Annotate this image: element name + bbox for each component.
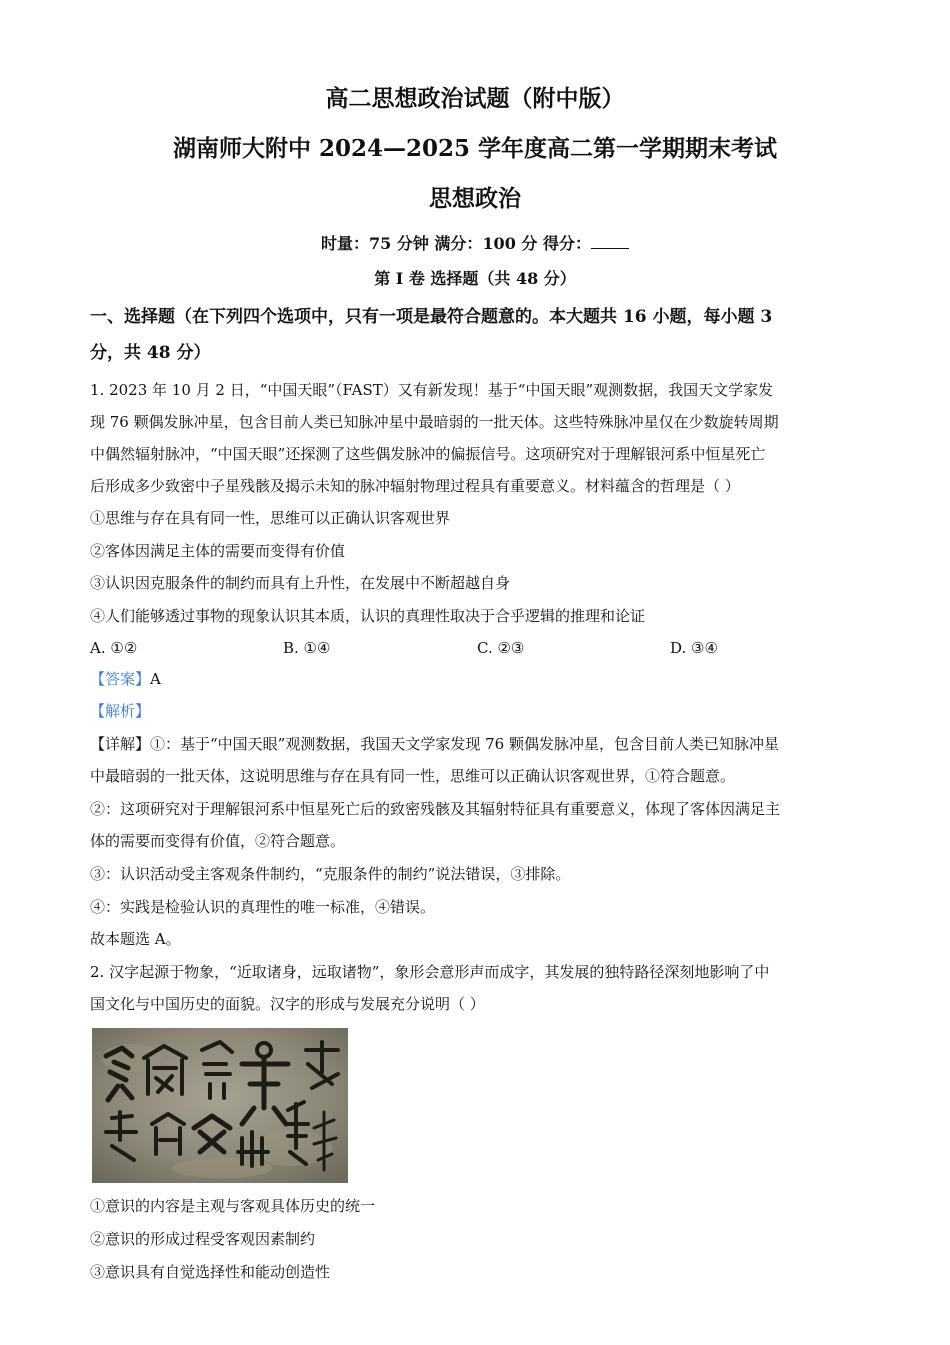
q2-stem-line: 2. 汉字起源于物象，“近取诸身，远取诸物”，象形会意形声而成字，其发展的独特路径深刻地影响了中 <box>90 963 770 981</box>
q1-detail-line: 中最暗弱的一批天体，这说明思维与存在具有同一性，思维可以正确认识客观世界，①符合题意。 <box>90 767 736 785</box>
q1-item: ②客体因满足主体的需要而变得有价值 <box>90 542 346 560</box>
q1-option-c: C. ②③ <box>477 639 525 657</box>
exam-title: 高二思想政治试题（附中版） <box>325 85 625 112</box>
subject-title: 思想政治 <box>429 185 521 212</box>
ancient-characters-image <box>92 1028 348 1183</box>
q1-answer <box>90 669 870 689</box>
answer-value: A <box>150 670 161 688</box>
exam-meta-text: 时量：75 分钟 满分：100 分 得分： <box>321 234 591 253</box>
q1-option-d: D. ③④ <box>670 639 718 657</box>
section-heading-line2: 分，共 48 分） <box>90 343 211 363</box>
q1-item: ④人们能够透过事物的现象认识其本质，认识的真理性取决于合乎逻辑的推理和论证 <box>90 607 646 625</box>
answer-label: 【答案】 <box>90 670 151 688</box>
q1-item: ③认识因克服条件的制约而具有上升性，在发展中不断超越自身 <box>90 574 511 592</box>
q1-detail-line: ③：认识活动受主客观条件制约，“克服条件的制约”说法错误，③排除。 <box>90 865 571 883</box>
q1-detail-line: ④：实践是检验认识的真理性的唯一标准，④错误。 <box>90 898 436 916</box>
q1-stem-line: 后形成多少致密中子星残骸及揭示未知的脉冲辐射物理过程具有重要意义。材料蕴含的哲理是（ ） <box>90 477 740 495</box>
exam-subtitle: 湖南师大附中 2024—2025 学年度高二第一学期期末考试 <box>172 135 778 162</box>
q1-detail-line: 【详解】①：基于“中国天眼”观测数据，我国天文学家发现 76 颗偶发脉冲星，包含目前人类已知脉冲星 <box>90 735 779 753</box>
q2-item: ②意识的形成过程受客观因素制约 <box>90 1230 316 1248</box>
q1-detail-line: 故本题选 A。 <box>90 930 181 948</box>
score-blank <box>591 234 629 249</box>
q1-detail-line: 体的需要而变得有价值，②符合题意。 <box>90 832 346 850</box>
q1-option-a: A. ①② <box>90 639 138 657</box>
q2-item: ①意识的内容是主观与客观具体历史的统一 <box>90 1197 376 1215</box>
q1-stem-line: 中偶然辐射脉冲，“中国天眼”还探测了这些偶发脉冲的偏振信号。这项研究对于理解银河系中恒星死亡 <box>90 445 766 463</box>
q1-item: ①思维与存在具有同一性，思维可以正确认识客观世界 <box>90 509 451 527</box>
q1-stem-line: 现 76 颗偶发脉冲星，包含目前人类已知脉冲星中最暗弱的一批天体。这些特殊脉冲星仅在少数旋转周期 <box>90 413 779 431</box>
exam-meta <box>0 231 950 254</box>
q2-item: ③意识具有自觉选择性和能动创造性 <box>90 1263 331 1281</box>
q1-stem-line: 1. 2023 年 10 月 2 日，“中国天眼”（FAST）又有新发现！基于“中国天眼”观测数据，我国天文学家发 <box>90 381 774 399</box>
q2-stem-line: 国文化与中国历史的面貌。汉字的形成与发展充分说明（ ） <box>90 995 485 1013</box>
q1-analysis-label: 【解析】 <box>90 702 151 720</box>
section-heading-line1: 一、选择题（在下列四个选项中，只有一项是最符合题意的。本大题共 16 小题，每小题 3 <box>90 307 773 327</box>
q1-detail-line: ②：这项研究对于理解银河系中恒星死亡后的致密残骸及其辐射特征具有重要意义，体现了客体因满足主 <box>90 800 781 818</box>
volume-heading: 第 I 卷 选择题（共 48 分） <box>374 269 576 288</box>
q1-option-b: B. ①④ <box>283 639 331 657</box>
